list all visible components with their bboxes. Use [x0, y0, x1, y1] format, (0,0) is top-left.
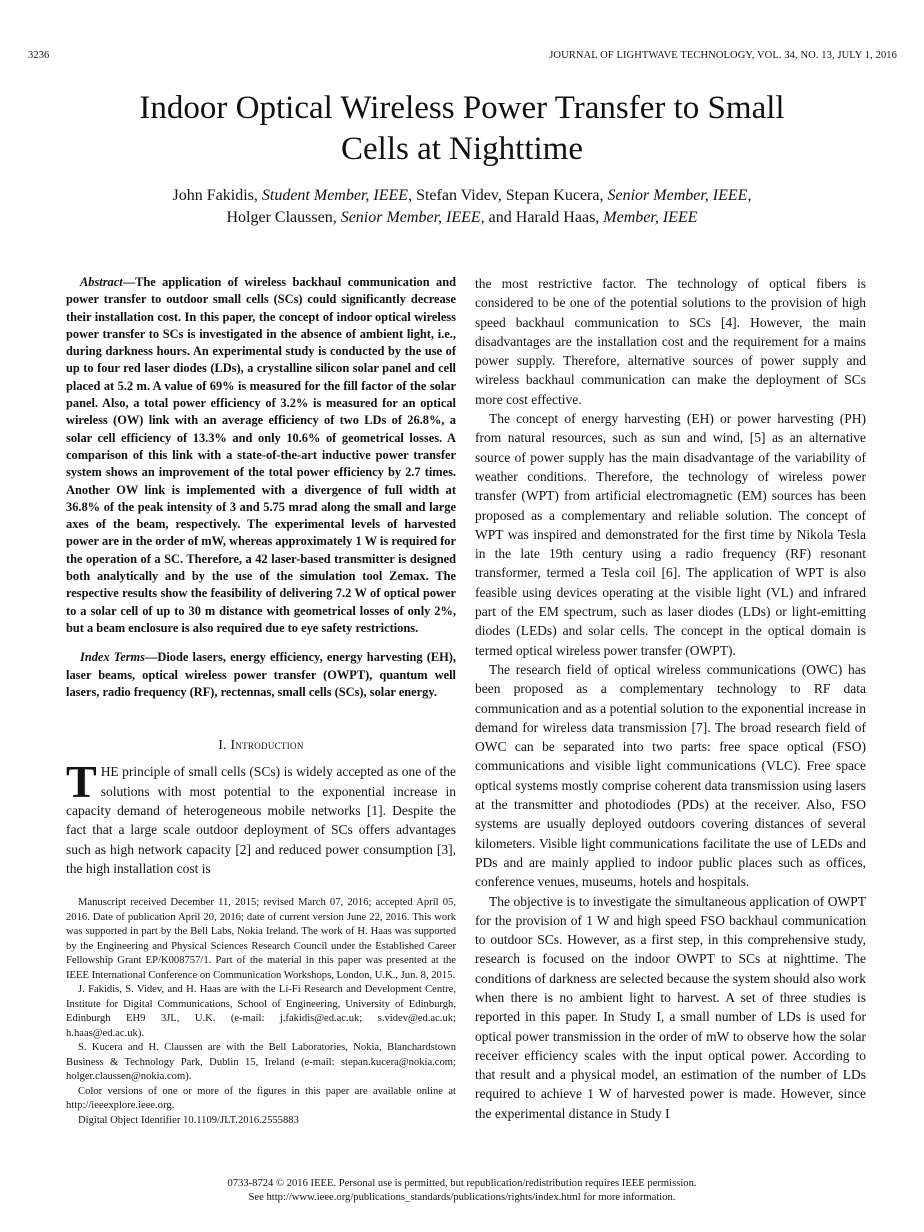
authors-line-2: Holger Claussen, Senior Member, IEEE, and Harald Haas, Member, IEEE	[226, 209, 698, 226]
body-paragraph: The concept of energy harvesting (EH) or power harvesting (PH) from natural resources, such as sun and wind, [5] as an alternative source of power supply has the main disadvantage of the variability of weather conditions. Therefore, the technology of wireless power transfer (WPT) from artificial electromagnetic (EM) sources has been proposed as a complementary and reliable solution. The concept of WPT was inspired and demonstrated for the first time by Nikola Tesla in the late 19th century using a radio frequency (RF) resonant transformer, termed a Tesla coil [6]. The application of WPT is also feasible using devices operating at the visible light (VL) and infrared part of the EM spectrum, such as laser diodes (LDs) or light-emitting diodes (LEDs) and solar cells. The concept in the optical domain is termed optical wireless power transfer (OWPT).	[475, 411, 866, 658]
intro-text: principle of small cells (SCs) is widely accepted as one of the solutions with most potential to the exponential increase in capacity demand of heterogeneous mobile networks [1]. Despite the fact that a large scale outdoor deployment of SCs offers advantages such as high network capacity [2] and reduced power consumption [3], the high installation cost is	[66, 764, 456, 876]
index-terms-lead: Index Terms	[80, 650, 145, 665]
footnotes	[66, 896, 456, 1128]
footer-line-1: 0733-8724 © 2016 IEEE. Personal use is permitted, but republication/redistribution requires IEEE permission.	[227, 1178, 697, 1189]
journal-name: JOURNAL OF LIGHTWAVE TECHNOLOGY, VOL. 34, NO. 13, JULY 1, 2016	[549, 50, 897, 61]
footnote-affiliation-edinburgh: J. Fakidis, S. Videv, and H. Haas are with the Li-Fi Research and Development Centre, Institute for Digital Communications, School of Engineering, University of Edinburgh, Edinburgh EH9 3JL, U.K. (e-mail: j.fakidis@ed.ac.uk; s.videv@ed.ac.uk; h.haas@ed.ac.uk).	[66, 984, 456, 1039]
intro-paragraph	[66, 756, 456, 878]
footnote-doi: Digital Object Identifier 10.1109/JLT.2016.2555883	[78, 1114, 299, 1126]
body-paragraph: The objective is to investigate the simultaneous application of OWPT for the provision of 1 W and high speed FSO backhaul communication to outdoor SCs. However, as a first step, in this comprehensive study, research is focused on the indoor OWPT to SCs at nighttime. The conditions of darkness are selected because the system should also work when there is no ambient light to harvest. A set of three studies is reported in this paper. In Study I, a small number of LDs is used for optical power transmission in the order of mW to observe how the solar receiver efficiency scales with the input optical power. According to that result and a physical model, an estimation of the number of LDs required to achieve 1 W of harvested power is made. However, since the experimental distance in Study I	[475, 893, 866, 1121]
right-column	[475, 274, 866, 1123]
author-list	[60, 185, 864, 229]
abstract-text: —The application of wireless backhaul communication and power transfer to outdoor small cells (SCs) could significantly decrease their installation cost. In this paper, the concept of indoor optical wireless power transfer to SCs is investigated in the absence of ambient light, i.e., during darkness hours. An experimental study is conducted by the use of up to four red laser diodes (LDs), a crystalline silicon solar panel and cell placed at 5.2 m. A value of 69% is measured for the fill factor of the solar panel. Also, a total power efficiency of 3.2% is measured for an optical wireless (OW) link with an average efficiency of two LDs of 26.8%, a solar cell efficiency of 13.3% and only 10.6% of geometrical losses. A comparison of this link with a state-of-the-art inductive power transfer system shows an improvement of the total power efficiency by 2.7 times. Another OW link is implemented with a divergence of full width at 36.8% of the peak intensity of 3 and 5.75 mrad along the small and large axes of the beam, respectively. The experimental levels of harvested power are in the order of mW, whereas approximately 1 W is required for the operation of a SC. Therefore, a 42 laser-based transmitter is designed both analytically and by the use of the simulation tool Zemax. The respective results show the feasibility of delivering 7.2 W of optical power to a solar cell of up to 30 m distance with geometrical losses of only 2%, but a beam enclosure is also required due to eye safety restrictions.	[66, 275, 456, 635]
body-paragraph: the most restrictive factor. The technology of optical fibers is considered to be one of the potential solutions to the provision of high speed backhaul communication to SCs [4]. However, the main disadvantages are the installation cost and the requirement for a mains power supply. Therefore, alternative sources of power supply and wireless backhaul communication can make the deployment of SCs more cost effective.	[475, 276, 866, 407]
section-number: I.	[218, 737, 227, 753]
authors-line-1: John Fakidis, Student Member, IEEE, Stefan Videv, Stepan Kucera, Senior Member, IEEE,	[172, 187, 752, 204]
section-title: Introduction	[230, 737, 304, 753]
intro-caps: HE	[100, 764, 119, 780]
footer-line-2: See http://www.ieee.org/publications_standards/publications/rights/index.html for more information.	[248, 1191, 676, 1203]
title-line-1: Indoor Optical Wireless Power Transfer to Small	[139, 90, 785, 126]
body-paragraph: The research field of optical wireless communications (OWC) has been proposed as a complementary technology to RF data communication and as a potential solution to the exponential increase in demand for wireless data transmission [7]. The broad research field of OWC can be separated into two parts: free space optical (FSO) communications and visible light communications (VLC). Free space optical systems mostly comprise coherent data transmission using lasers at the transmitter and photodiodes (PDs) at the receiver. Also, FSO systems are usually deployed outdoors covering distances of several kilometers. Visible light communications facilitate the use of LEDs and PDs and are mainly applied to indoor public places such as offices, conference venues, museums, hotels and hospitals.	[475, 661, 866, 890]
index-terms-text: —Diode lasers, energy efficiency, energy harvesting (EH), laser beams, optical wireless power transfer (OWPT), quantum well lasers, radio frequency (RF), rectennas, small cells (SCs), solar energy.	[66, 650, 456, 699]
drop-cap: T	[66, 756, 97, 808]
page-number: 3236	[28, 50, 50, 61]
left-column	[66, 274, 456, 1128]
footnote-manuscript: Manuscript received December 11, 2015; revised March 07, 2016; accepted April 05, 2016. Date of publication April 20, 2016; date of current version June 22, 2016. This work was supported in part by the Bell Labs, Nokia Ireland. The work of H. Haas was supported by the Engineering and Physical Sciences Research Council under the Established Career Fellowship Grant EP/K008757/1. Part of the material in this paper was presented at the IEEE International Conference on Communication Workshops, London, U.K., Jun. 8, 2015.	[66, 897, 456, 981]
section-heading	[66, 735, 456, 754]
paper-title	[60, 88, 864, 170]
title-line-2: Cells at Nighttime	[341, 131, 583, 167]
copyright-footer	[60, 1177, 864, 1204]
footnote-affiliation-nokia: S. Kucera and H. Claussen are with the Bell Laboratories, Nokia, Blanchardstown Business & Technology Park, Dublin 15, Ireland (e-mail: stepan.kucera@nokia.com; holger.claussen@nokia.com).	[66, 1042, 456, 1083]
abstract	[66, 274, 456, 637]
index-terms	[66, 649, 456, 701]
abstract-lead: Abstract	[80, 275, 123, 289]
footnote-color-versions: Color versions of one or more of the figures in this paper are available online at http://ieeexplore.ieee.org.	[66, 1085, 456, 1112]
